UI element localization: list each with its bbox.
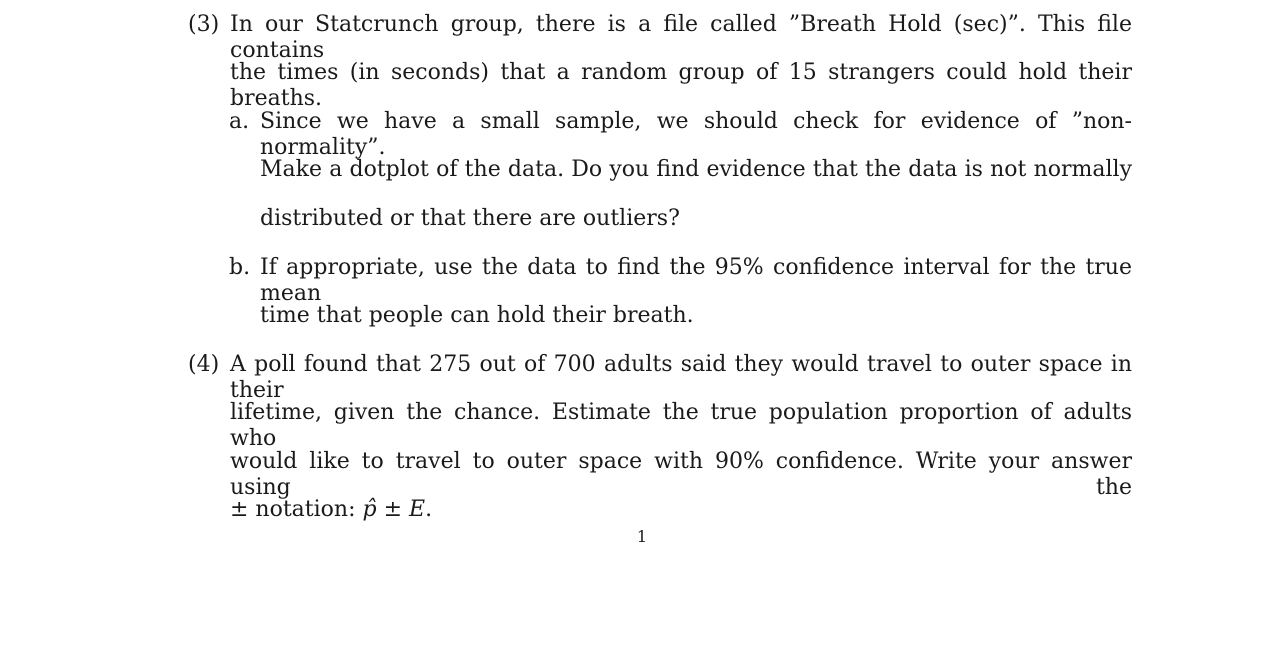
part-b-line-2: time that people can hold their breath. — [260, 303, 694, 328]
part-b-line-1: If appropriate, use the data to find the 95% confidence interval for the true mean — [260, 255, 1132, 306]
problem-3-number: (3) — [188, 12, 220, 37]
final-period: . — [425, 497, 433, 522]
problem-4-line-4 — [230, 497, 432, 523]
problem-4-line-2: lifetime, given the chance. Estimate the true population proportion of adults who — [230, 400, 1132, 451]
part-b-label: b. — [229, 255, 251, 280]
problem-3-line-2: the times (in seconds) that a random group of 15 strangers could hold their breaths. — [230, 60, 1132, 111]
part-a-line-3: distributed or that there are outliers? — [260, 206, 680, 231]
pm-notation-text: ± notation: — [230, 497, 363, 522]
page-number: 1 — [636, 527, 648, 546]
part-a-label: a. — [229, 109, 250, 134]
p-hat-plus-minus-e: p̂ ± E — [362, 497, 426, 522]
problem-4-number: (4) — [188, 352, 220, 377]
part-a-line-1: Since we have a small sample, we should check for evidence of ”non-normality”. — [260, 109, 1132, 160]
problem-4-line-1: A poll found that 275 out of 700 adults said they would travel to outer space in their — [230, 352, 1132, 403]
part-a-line-2: Make a dotplot of the data. Do you find evidence that the data is not normally — [260, 157, 1132, 182]
problem-3-line-1: In our Statcrunch group, there is a file called ”Breath Hold (sec)”. This file contains — [230, 12, 1132, 63]
problem-4-line-3: would like to travel to outer space with 90% confidence. Write your answer using the — [230, 449, 1132, 500]
